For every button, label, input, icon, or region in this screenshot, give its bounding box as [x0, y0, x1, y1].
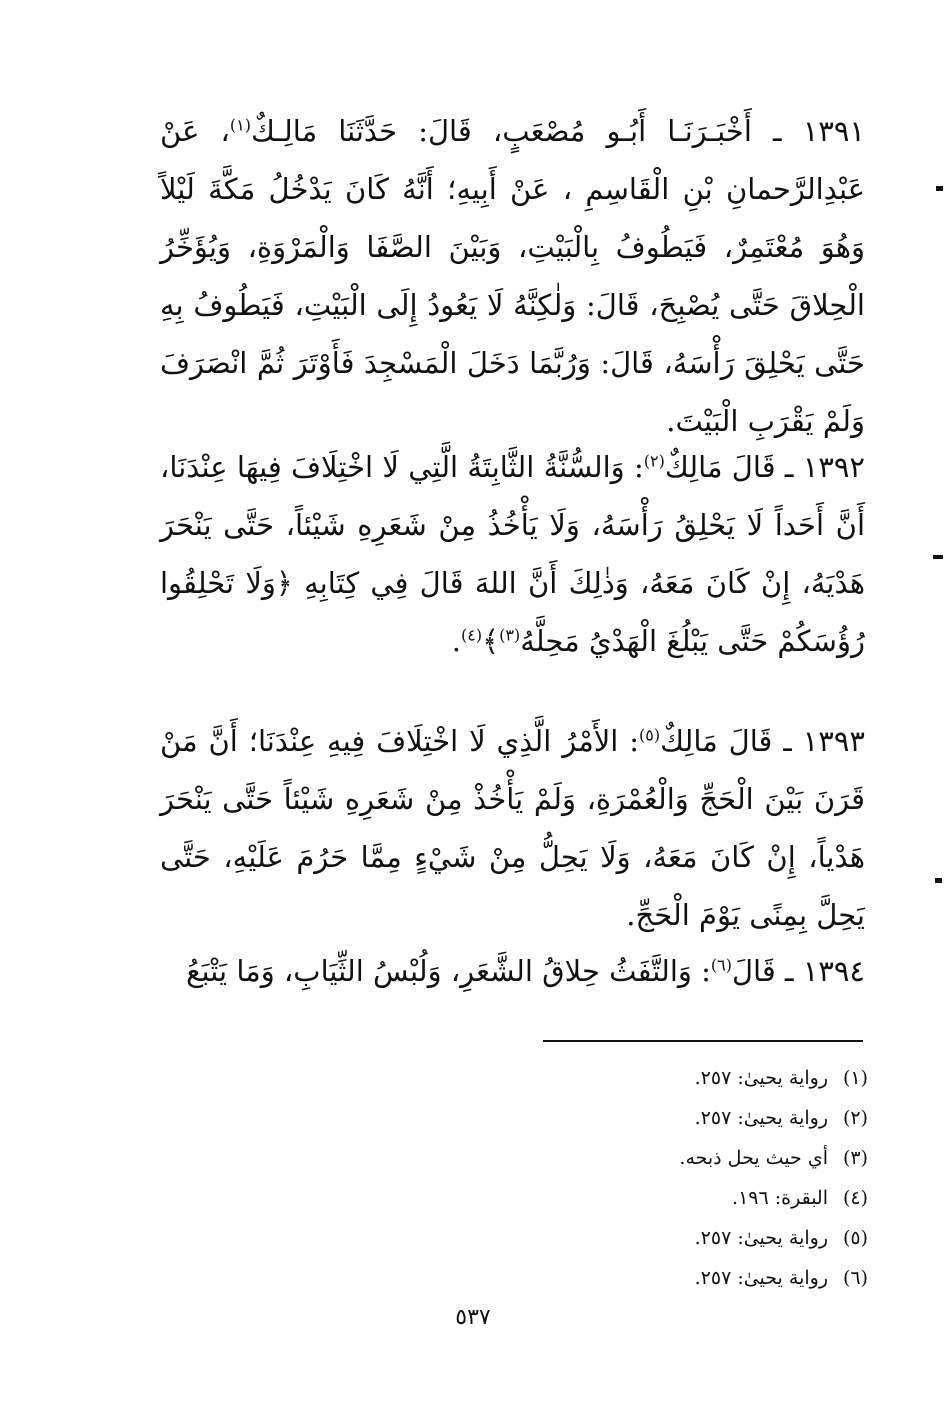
- footnote-3: [548, 1138, 868, 1178]
- margin-mark: [933, 555, 943, 559]
- paragraph-1393-text-a: ١٣٩٣ ـ قَالَ مَالِكٌ: [660, 724, 865, 758]
- paragraph-1391-text-b: ، عَنْ عَبْدِالرَّحمانِ بْنِ الْقَاسِمِ ، عَنْ أَبِيهِ؛ أَنَّهُ كَانَ يَدْخُلُ مَكَّةَ لَيْلاً وَهُوَ مُعْتَمِرٌ، فَيَطُوفُ بِالْبَيْتِ، وَبَيْنَ الصَّفَا وَالْمَرْوَةِ، وَيُؤَخِّرُ الْحِلاقَ حَتَّى يُصْبِحَ، قَالَ: وَلٰكِنَّهُ لَا يَعُودُ إِلَى الْبَيْتِ، فَيَطُوفُ بِهِ حَتَّى يَحْلِقَ رَأْسَهُ، قَالَ: وَرُبَّمَا دَخَلَ الْمَسْجِدَ فَأَوْتَرَ ثُمَّ انْصَرَفَ وَلَمْ يَقْرَبِ الْبَيْتَ.: [160, 114, 865, 438]
- footnote-1: [548, 1058, 868, 1098]
- footnote-ref-4: (٤): [461, 625, 483, 645]
- page-number: ٥٣٧: [455, 1305, 491, 1330]
- paragraph-1393-text-b: : الأَمْرُ الَّذِي لَا اخْتِلَافَ فِيهِ عِنْدَنَا؛ أَنَّ مَنْ قَرَنَ بَيْنَ الْحَجِّ وَالْعُمْرَةِ، وَلَمْ يَأْخُذْ مِنْ شَعَرِهِ شَيْئاً حَتَّى يَنْحَرَ هَدْياً، إِنْ كَانَ مَعَهُ، وَلَا يَحِلُّ مِنْ شَيْءٍ مِمَّا حَرُمَ عَلَيْهِ، حَتَّى يَحِلَّ بِمِنًى يَوْمَ الْحَجِّ.: [160, 724, 865, 932]
- paragraph-1391-text-a: ١٣٩١ ـ أَخْبَـرَنَـا أَبُـو مُصْعَبٍ، قَالَ: حَدَّثَنَا مَالِـكٌ: [250, 114, 865, 148]
- paragraph-1392-text-c: ﴾: [482, 624, 500, 658]
- footnote-1-number: (١): [842, 1067, 868, 1089]
- paragraph-1393: [160, 712, 865, 944]
- footnote-6: [548, 1258, 868, 1298]
- footnote-1-text: رواية يحيىٰ: ٢٥٧.: [694, 1067, 828, 1089]
- footnote-3-text: أي حيث يحل ذبحه.: [679, 1147, 828, 1169]
- footnote-4: [548, 1178, 868, 1218]
- footnote-4-number: (٤): [842, 1187, 868, 1209]
- footnote-5-number: (٥): [842, 1227, 868, 1249]
- footnote-3-number: (٣): [842, 1147, 868, 1169]
- footnote-ref-6: (٦): [710, 955, 732, 975]
- footnote-2: [548, 1098, 868, 1138]
- footnote-6-number: (٦): [842, 1267, 868, 1289]
- paragraph-1394-text-a: ١٣٩٤ ـ قَالَ: [731, 954, 865, 988]
- paragraph-1392-text-d: .: [451, 624, 462, 658]
- footnote-ref-5: (٥): [639, 725, 661, 745]
- footnote-2-number: (٢): [842, 1107, 868, 1129]
- footnote-6-text: رواية يحيىٰ: ٢٥٧.: [694, 1267, 828, 1289]
- footnote-ref-3: (٣): [499, 625, 521, 645]
- footnote-2-text: رواية يحيىٰ: ٢٥٧.: [694, 1107, 828, 1129]
- paragraph-1392-text-a: ١٣٩٢ ـ قَالَ مَالِكٌ: [664, 450, 866, 484]
- footnote-ref-1: (١): [229, 115, 251, 135]
- footnote-ref-2: (٢): [643, 451, 665, 471]
- footnote-5: [548, 1218, 868, 1258]
- paragraph-1391: [160, 102, 865, 450]
- paragraph-1392: [160, 438, 865, 670]
- paragraph-1394-text-b: : وَالتَّفَثُ حِلاقُ الشَّعَرِ، وَلُبْسُ الثِّيَابِ، وَمَا يَتْبَعُ: [186, 954, 711, 988]
- paragraph-1394: [160, 942, 865, 1000]
- footnotes-list: [548, 1058, 868, 1298]
- footnote-4-text: البقرة: ١٩٦.: [732, 1187, 828, 1209]
- margin-mark: [936, 186, 943, 191]
- paragraph-1392-text-b: : وَالسُّنَّةُ الثَّابِتَةُ الَّتِي لَا اخْتِلَافَ فِيهَا عِنْدَنَا، أَنَّ أَحَداً لَا يَحْلِقُ رَأْسَهُ، وَلَا يَأْخُذُ مِنْ شَعَرِهِ شَيْئاً، حَتَّى يَنْحَرَ هَدْيَهُ، إِنْ كَانَ مَعَهُ، وَذٰلِكَ أَنَّ اللهَ قَالَ فِي كِتَابِهِ ﴿وَلَا تَحْلِقُوا رُؤُسَكُمْ حَتَّى يَبْلُغَ الْهَدْيُ مَحِلَّهُ: [160, 450, 865, 658]
- footnote-separator: [543, 1040, 863, 1042]
- margin-mark: [935, 878, 942, 883]
- footnote-5-text: رواية يحيىٰ: ٢٥٧.: [694, 1227, 828, 1249]
